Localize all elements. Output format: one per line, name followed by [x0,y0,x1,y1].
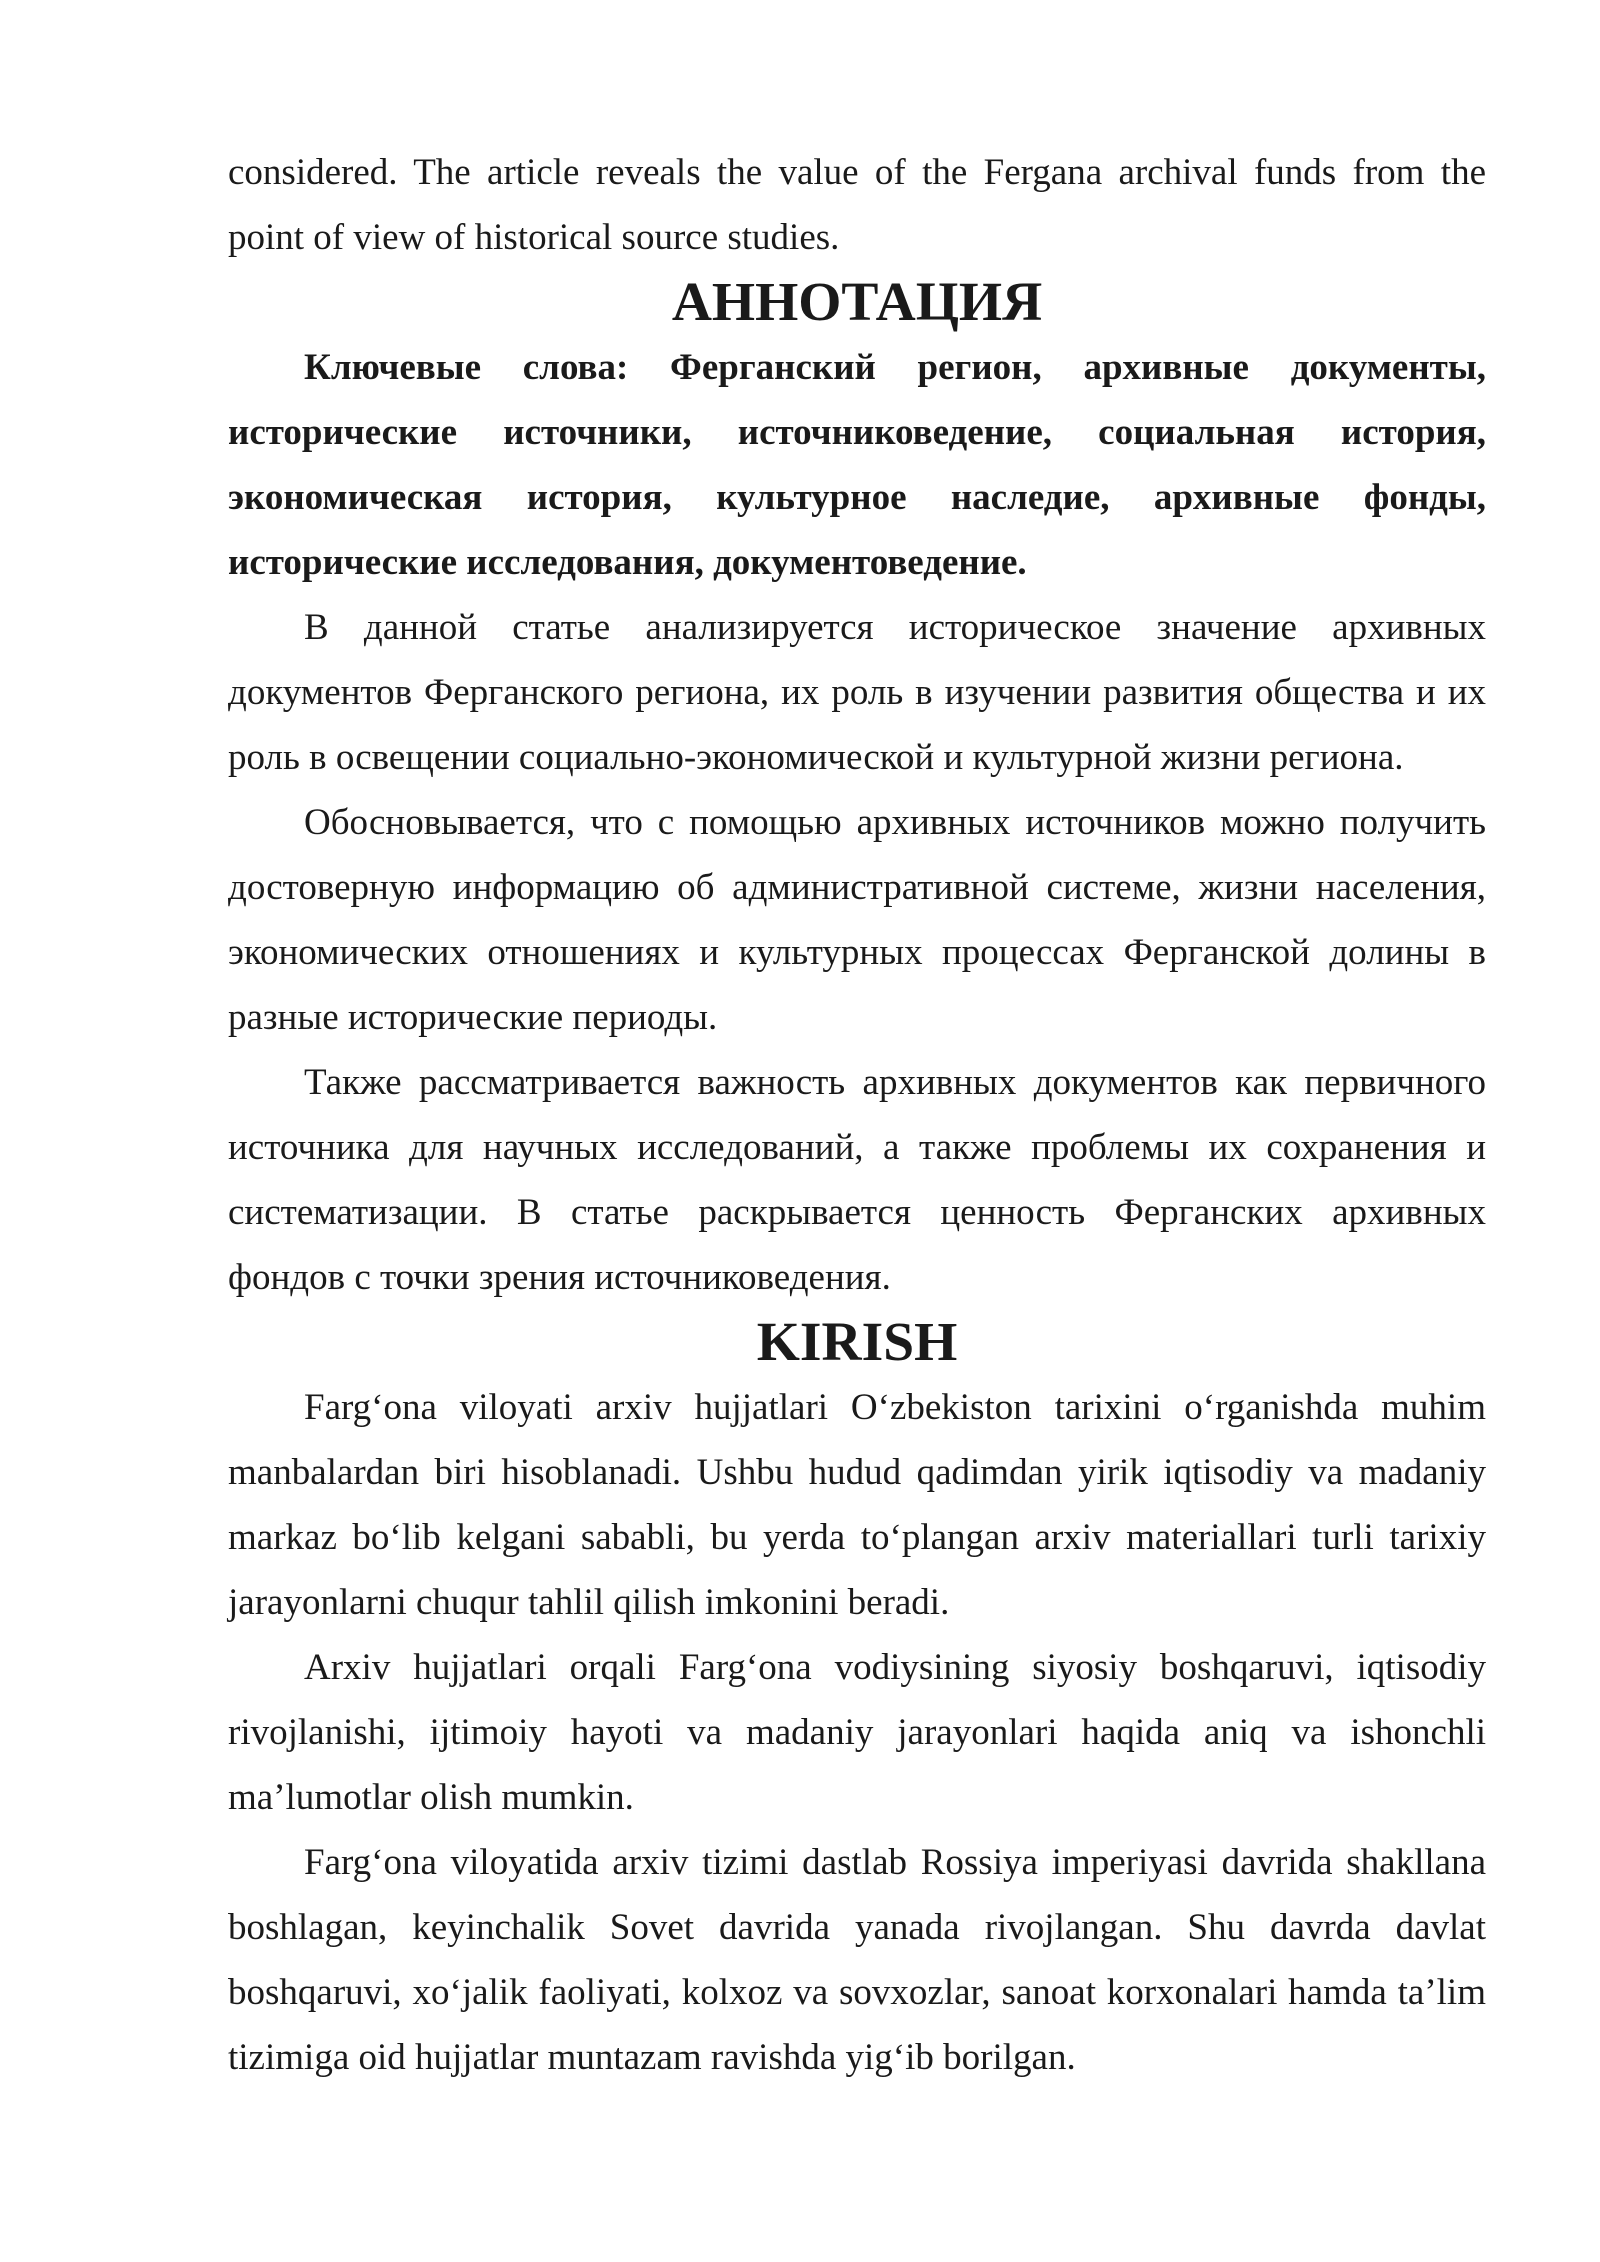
introduction-paragraph-3: Farg‘ona viloyatida arxiv tizimi dastlab Rossiya imperiyasi davrida shakllana boshlagan, keyinchalik Sovet davrida yanada rivojlangan. Shu davrda davlat boshqaruvi, xo‘jalik faoliyati, kolxoz va sovxozlar, sanoat korxonalari hamda ta’lim tizimiga oid hujjatlar muntazam ravishda yig‘ib borilgan. [228,1842,1486,2078]
document-page [228,140,1486,2090]
abstract-en-tail: considered. The article reveals the value of the Fergana archival funds from the point of view of historical source studies. [228,152,1486,258]
annotation-heading: АННОТАЦИЯ [671,272,1043,333]
introduction-heading: KIRISH [756,1312,958,1373]
introduction-paragraph-1: Farg‘ona viloyati arxiv hujjatlari O‘zbekiston tarixini o‘rganishda muhim manbalardan biri hisoblanadi. Ushbu hudud qadimdan yirik iqtisodiy va madaniy markaz bo‘lib kelgani sababli, bu yerda to‘plangan arxiv materiallari turli tarixiy jarayonlarni chuqur tahlil qilish imkonini beradi. [228,1387,1486,1623]
annotation-paragraph-2: Обосновывается, что с помощью архивных источников можно получить достоверную информацию об административной системе, жизни населения, экономических отношениях и культурных процессах Ферганской долины в разные исторические периоды. [228,802,1486,1038]
keywords-paragraph: Ключевые слова: Ферганский регион, архивные документы, исторические источники, источниковедение, социальная история, экономическая история, культурное наследие, архивные фонды, исторические исследования, документоведение. [228,347,1486,583]
annotation-paragraph-1: В данной статье анализируется историческое значение архивных документов Ферганского региона, их роль в изучении развития общества и их роль в освещении социально-экономической и культурной жизни региона. [228,607,1486,778]
annotation-paragraph-3: Также рассматривается важность архивных документов как первичного источника для научных исследований, а также проблемы их сохранения и систематизации. В статье раскрывается ценность Ферганских архивных фондов с точки зрения источниковедения. [228,1062,1486,1298]
introduction-paragraph-2: Arxiv hujjatlari orqali Farg‘ona vodiysining siyosiy boshqaruvi, iqtisodiy rivojlanishi, ijtimoiy hayoti va madaniy jarayonlari haqida aniq va ishonchli ma’lumotlar olish mumkin. [228,1647,1486,1818]
